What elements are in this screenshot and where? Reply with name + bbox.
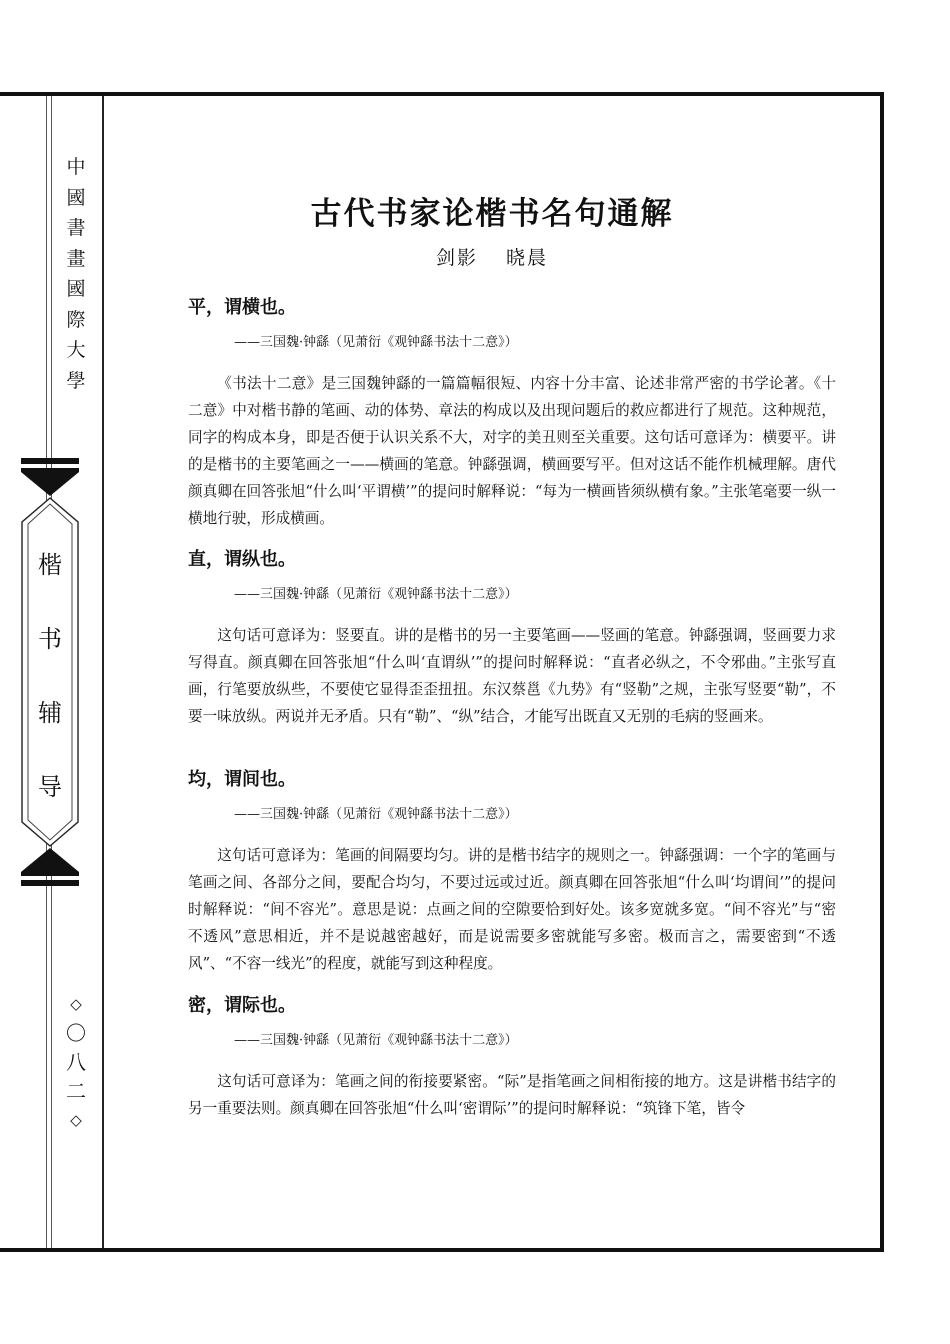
chapter-tab-top-chevron: [21, 468, 79, 498]
diamond-icon: ◇: [70, 1111, 82, 1129]
page-frame-top: [0, 92, 884, 96]
section-source: ——三国魏·钟繇（见萧衍《观钟繇书法十二意》）: [234, 807, 518, 822]
chapter-label: [30, 545, 70, 841]
section-paragraph: 这句话可意译为：笔画之间的衔接要紧密。“际”是指笔画之间相衔接的地方。这是讲楷书结字的另一重要法则。颜真卿在回答张旭“什么叫‘密谓际’”的提问时解释说：“筑锋下笔，皆令: [188, 1073, 836, 1117]
chapter-tab-bottom-chevron: [21, 846, 79, 876]
page-number-char: 〇: [66, 1021, 86, 1045]
section-heading: 平，谓横也。: [188, 297, 296, 318]
book-title-char: 畫: [66, 247, 86, 270]
chapter-tab-top-bar: [21, 458, 79, 464]
book-title-char: 書: [66, 217, 86, 239]
chapter-char: 书: [38, 625, 62, 653]
chapter-tab-bottom-bar: [21, 880, 79, 886]
book-title-char: 學: [66, 369, 86, 392]
section-source: ——三国魏·钟繇（见萧衍《观钟繇书法十二意》）: [234, 587, 518, 602]
section: [188, 768, 836, 977]
section-heading: 密，谓际也。: [188, 995, 296, 1016]
diamond-icon: ◇: [70, 995, 82, 1013]
page-frame-right: [880, 92, 884, 1252]
sidebar-book-title: [60, 150, 92, 398]
author-name: 剑影: [435, 247, 478, 269]
section: [188, 296, 836, 532]
section: [188, 548, 836, 730]
article-authors: [104, 243, 880, 270]
section-source: ——三国魏·钟繇（见萧衍《观钟繇书法十二意》）: [234, 1033, 518, 1048]
section: [188, 994, 836, 1122]
article-title: 古代书家论楷书名句通解: [310, 196, 674, 232]
chapter-char: 导: [38, 773, 62, 801]
section-paragraph: 这句话可意译为：笔画的间隔要均匀。讲的是楷书结字的规则之一。钟繇强调：一个字的笔画与笔画之间、各部分之间，要配合均匀，不要过远或过近。颜真卿在回答张旭“什么叫‘均谓间’”的提问时解释说：“间不容光”。意思是说：点画之间的空隙要恰到好处。该多宽就多宽。“间不容光”与“密不透风”意思相近，并不是说越密越好，而是说需要多密就能写多密。极而言之，需要密到“不透风”、“不容一线光”的程度，就能写到这种程度。: [188, 847, 836, 972]
page-number-char: 八: [66, 1050, 86, 1074]
section-heading: 直，谓纵也。: [188, 549, 296, 570]
page-number: [62, 990, 90, 1135]
section-paragraph: 这句话可意译为：竖要直。讲的是楷书的另一主要笔画——竖画的笔意。钟繇强调，竖画要力求写得直。颜真卿在回答张旭“什么叫‘直谓纵’”的提问时解释说：“直者必纵之，不令邪曲。”主张写直画，行笔要放纵些，不要使它显得歪歪扭扭。东汉蔡邕《九势》有“竖勒”之规，主张写竖要“勒”，不要一味放纵。两说并无矛盾。只有“勒”、“纵”结合，才能写出既直又无别的毛病的竖画来。: [188, 627, 836, 725]
section-paragraph: 《书法十二意》是三国魏钟繇的一篇篇幅很短、内容十分丰富、论述非常严密的书学论著。《十二意》中对楷书静的笔画、动的体势、章法的构成以及出现问题后的救应都进行了规范。这种规范，同字的构成本身，即是否便于认识关系不大，对字的美丑则至关重要。这句话可意译为：横要平。讲的是楷书的主要笔画之一——横画的笔意。钟繇强调，横画要写平。但对这话不能作机械理解。唐代颜真卿在回答张旭“什么叫‘平谓横’”的提问时解释说：“每为一横画皆须纵横有象。”主张笔毫要一纵一横地行驶，形成横画。: [188, 375, 836, 527]
chapter-char: 辅: [38, 699, 62, 727]
page-frame-bottom: [0, 1248, 884, 1252]
book-title-char: 中: [66, 156, 86, 178]
book-title-char: 大: [66, 339, 86, 361]
section-heading: 均，谓间也。: [188, 769, 296, 790]
book-title-char: 際: [66, 308, 86, 331]
section-source: ——三国魏·钟繇（见萧衍《观钟繇书法十二意》）: [234, 335, 518, 350]
book-title-char: 國: [66, 278, 86, 300]
author-name: 晓晨: [506, 247, 549, 269]
book-title-char: 國: [66, 186, 86, 209]
chapter-char: 楷: [38, 551, 62, 579]
page-number-char: 二: [66, 1079, 86, 1103]
